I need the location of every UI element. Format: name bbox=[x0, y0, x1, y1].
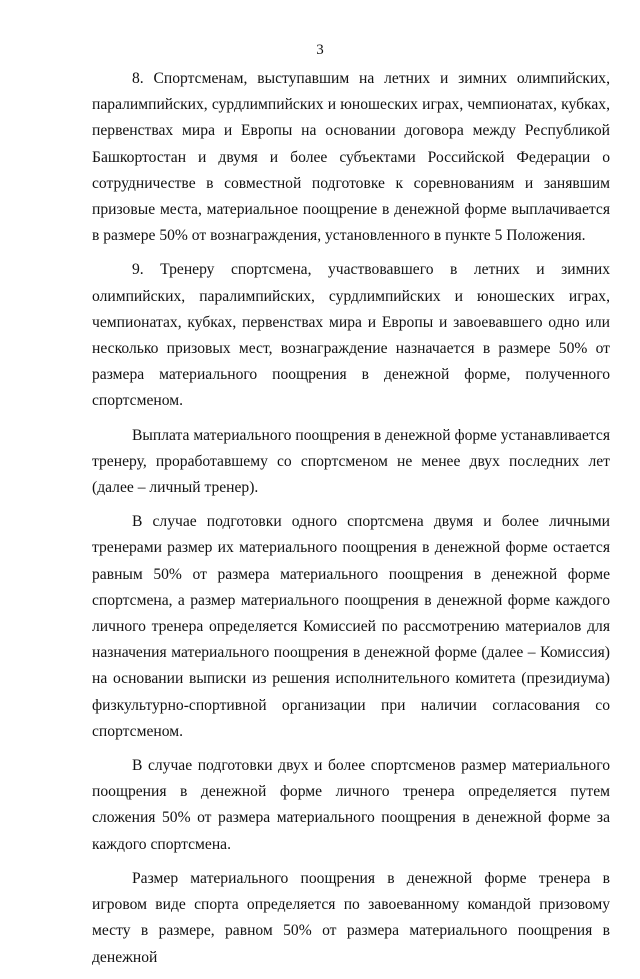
paragraph-item-9: 9. Тренеру спортсмена, участвовавшего в летних и зимних олимпийских, паралимпийских, сурдлимпийских и юношеских играх, чемпионатах, кубках, первенствах мира и Европы и завоевавшего одно или несколько призовых мест, вознаграждение назначается в размере 50% от размера материального поощрения в денежной форме, полученного спортсменом. bbox=[92, 261, 610, 410]
paragraph-multiple-coaches: В случае подготовки одного спортсмена двумя и более личными тренерами размер их материального поощрения в денежной форме остается равным 50% от размера материального поощрения в денежной форме спортсмена, а размер материального поощрения в денежной форме каждого личного тренера определяется Комиссией по рассмотрению материалов для назначения материального поощрения в денежной форме (далее – Комиссия) на основании выписки из решения исполнительного комитета (президиума) физкультурно-спортивной организации при наличии согласования со спортсменом. bbox=[92, 513, 610, 740]
paragraph-item-8: 8. Спортсменам, выступавшим на летних и зимних олимпийских, паралимпийских, сурдлимпийских и юношеских играх, чемпионатах, кубках, первенствах мира и Европы на основании договора между Республикой Башкортостан и двумя и более субъектами Российской Федерации о сотрудничестве в совместной подготовке к соревнованиям и занявшим призовые места, материальное поощрение в денежной форме выплачивается в размере 50% от вознаграждения, установленного в пункте 5 Положения. bbox=[92, 70, 610, 245]
paragraph-team-sport: Размер материального поощрения в денежной форме тренера в игровом виде спорта определяется по завоеванному командой призовому месту в размере, равном 50% от размера материального поощрения в денежной bbox=[92, 869, 610, 966]
paragraph-multiple-athletes: В случае подготовки двух и более спортсменов размер материального поощрения в денежной форме личного тренера определяется путем сложения 50% от размера материального поощрения в денежной форме за каждого спортсмена. bbox=[92, 757, 610, 853]
paragraph-personal-coach: Выплата материального поощрения в денежной форме устанавливается тренеру, проработавшему со спортсменом не менее двух последних лет (далее – личный тренер). bbox=[92, 426, 610, 497]
page-number: 3 bbox=[316, 42, 324, 58]
document-body bbox=[92, 66, 610, 979]
